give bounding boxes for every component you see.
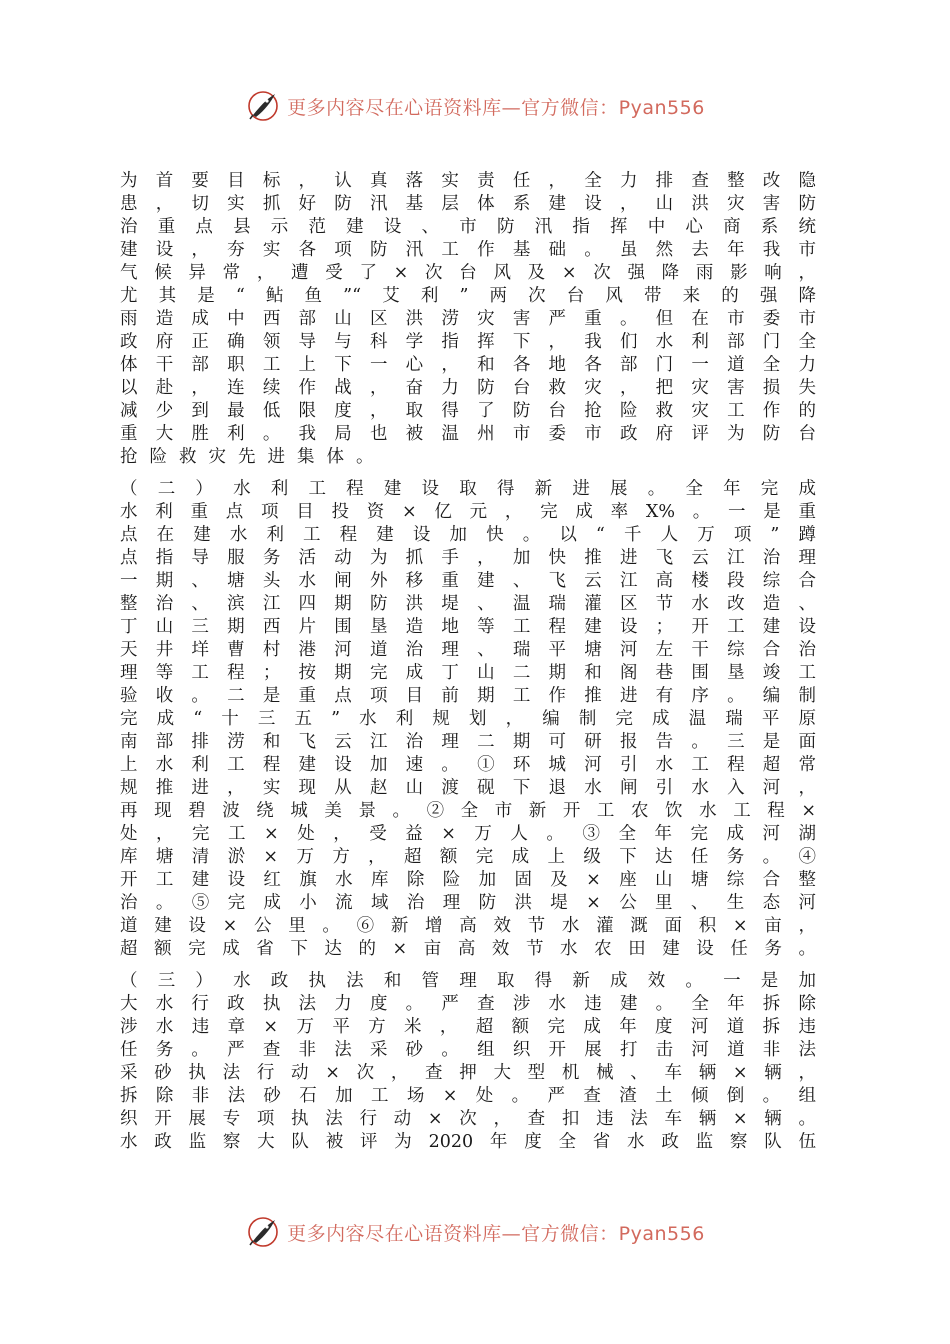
- text-line: 丁山三期西片围垦造地等工程建设；开工建设: [120, 617, 816, 637]
- text-line: 一期、塘头水闸外移重建、飞云江高楼段综合: [120, 571, 816, 591]
- text-line: 采砂执法行动×次，查押大型机械、车辆×辆，: [120, 1063, 816, 1083]
- text-line: 为首要目标，认真落实责任，全力排查整改隐: [120, 171, 816, 191]
- text-line: 患，切实抓好防汛基层体系建设，山洪灾害防: [120, 194, 816, 214]
- text-line: 整治、滨江四期防洪堤、温瑞灌区节水改造、: [120, 594, 816, 614]
- text-line: 建设，夯实各项防汛工作基础。虽然去年我市: [120, 240, 816, 260]
- text-line: 重大胜利。我局也被温州市委市政府评为防台: [120, 424, 816, 444]
- text-line: 验收。二是重点项目前期工作推进有序。编制: [120, 686, 816, 706]
- section-heading-line: （三）水政执法和管理取得新成效。一是加: [120, 971, 816, 991]
- text-line: 南部排涝和飞云江治理二期可研报告。三是面: [120, 732, 816, 752]
- watermark-text: 更多内容尽在心语资料库—官方微信：Pyan556: [287, 96, 705, 119]
- text-line: 织开展专项执法行动×次，查扣违法车辆×辆。: [120, 1109, 816, 1129]
- pen-nib-logo-icon: [245, 88, 281, 124]
- text-line: 再现碧波绕城美景。②全市新开工农饮水工程×: [120, 801, 816, 821]
- text-line: 天井垟曹村港河道治理、瑞平塘河左干综合治: [120, 640, 816, 660]
- pen-nib-logo-icon: [245, 1214, 281, 1250]
- text-line: 体干部职工上下一心，和各地各部门一道全力: [120, 355, 816, 375]
- text-line: 水利重点项目投资×亿元，完成率X%。一是重: [120, 502, 816, 522]
- text-line: 超额完成省下达的×亩高效节水农田建设任务。: [120, 939, 816, 959]
- text-line: 处，完工×处，受益×万人。③全年完成河湖: [120, 824, 816, 844]
- text-line: 治。⑤完成小流域治理防洪堤×公里、生态河: [120, 893, 816, 913]
- text-line: 上水利工程建设加速。①环城河引水工程超常: [120, 755, 816, 775]
- watermark-text: 更多内容尽在心语资料库—官方微信：Pyan556: [287, 1222, 705, 1245]
- watermark-banner-bottom: [0, 1212, 950, 1252]
- text-line: 以赴，连续作战，奋力防台救灾，把灾害损失: [120, 378, 816, 398]
- watermark-banner-top: [0, 86, 950, 126]
- text-line: 开工建设红旗水库除险加固及×座山塘综合整: [120, 870, 816, 890]
- text-line: 尤其是“鲇鱼”“艾利”两次台风带来的强降: [120, 286, 816, 306]
- text-line: 规推进，实现从赵山渡砚下退水闸引水入河，: [120, 778, 816, 798]
- text-line: 拆除非法砂石加工场×处。严查渣土倾倒。组: [120, 1086, 816, 1106]
- text-line: 政府正确领导与科学指挥下，我们水利部门全: [120, 332, 816, 352]
- text-line: 抢险救灾先进集体。: [120, 447, 386, 467]
- document-body: [120, 170, 816, 1154]
- text-line: 点指导服务活动为抓手，加快推进飞云江治理: [120, 548, 816, 568]
- text-line: 水政监察大队被评为2020年度全省水政监察队伍: [120, 1132, 816, 1152]
- text-line: 涉水违章×万平方米，超额完成年度河道拆违: [120, 1017, 816, 1037]
- text-line: 完成“十三五”水利规划，编制完成温瑞平原: [120, 709, 816, 729]
- section-heading-line: （二）水利工程建设取得新进展。全年完成: [120, 479, 816, 499]
- text-line: 道建设×公里。⑥新增高效节水灌溉面积×亩，: [120, 916, 816, 936]
- text-line: 任务。严查非法采砂。组织开展打击河道非法: [120, 1040, 816, 1060]
- text-line: 气候异常，遭受了×次台风及×次强降雨影响，: [120, 263, 816, 283]
- text-line: 点在建水利工程建设加快。以“千人万项”蹲: [120, 525, 816, 545]
- text-line: 雨造成中西部山区洪涝灾害严重。但在市委市: [120, 309, 816, 329]
- text-line: 大水行政执法力度。严查涉水违建。全年拆除: [120, 994, 816, 1014]
- text-line: 减少到最低限度，取得了防台抢险救灾工作的: [120, 401, 816, 421]
- text-line: 治重点县示范建设、市防汛指挥中心商系统: [120, 217, 816, 237]
- text-line: 库塘清淤×万方，超额完成上级下达任务。④: [120, 847, 816, 867]
- text-line: 理等工程；按期完成丁山二期和阁巷围垦竣工: [120, 663, 816, 683]
